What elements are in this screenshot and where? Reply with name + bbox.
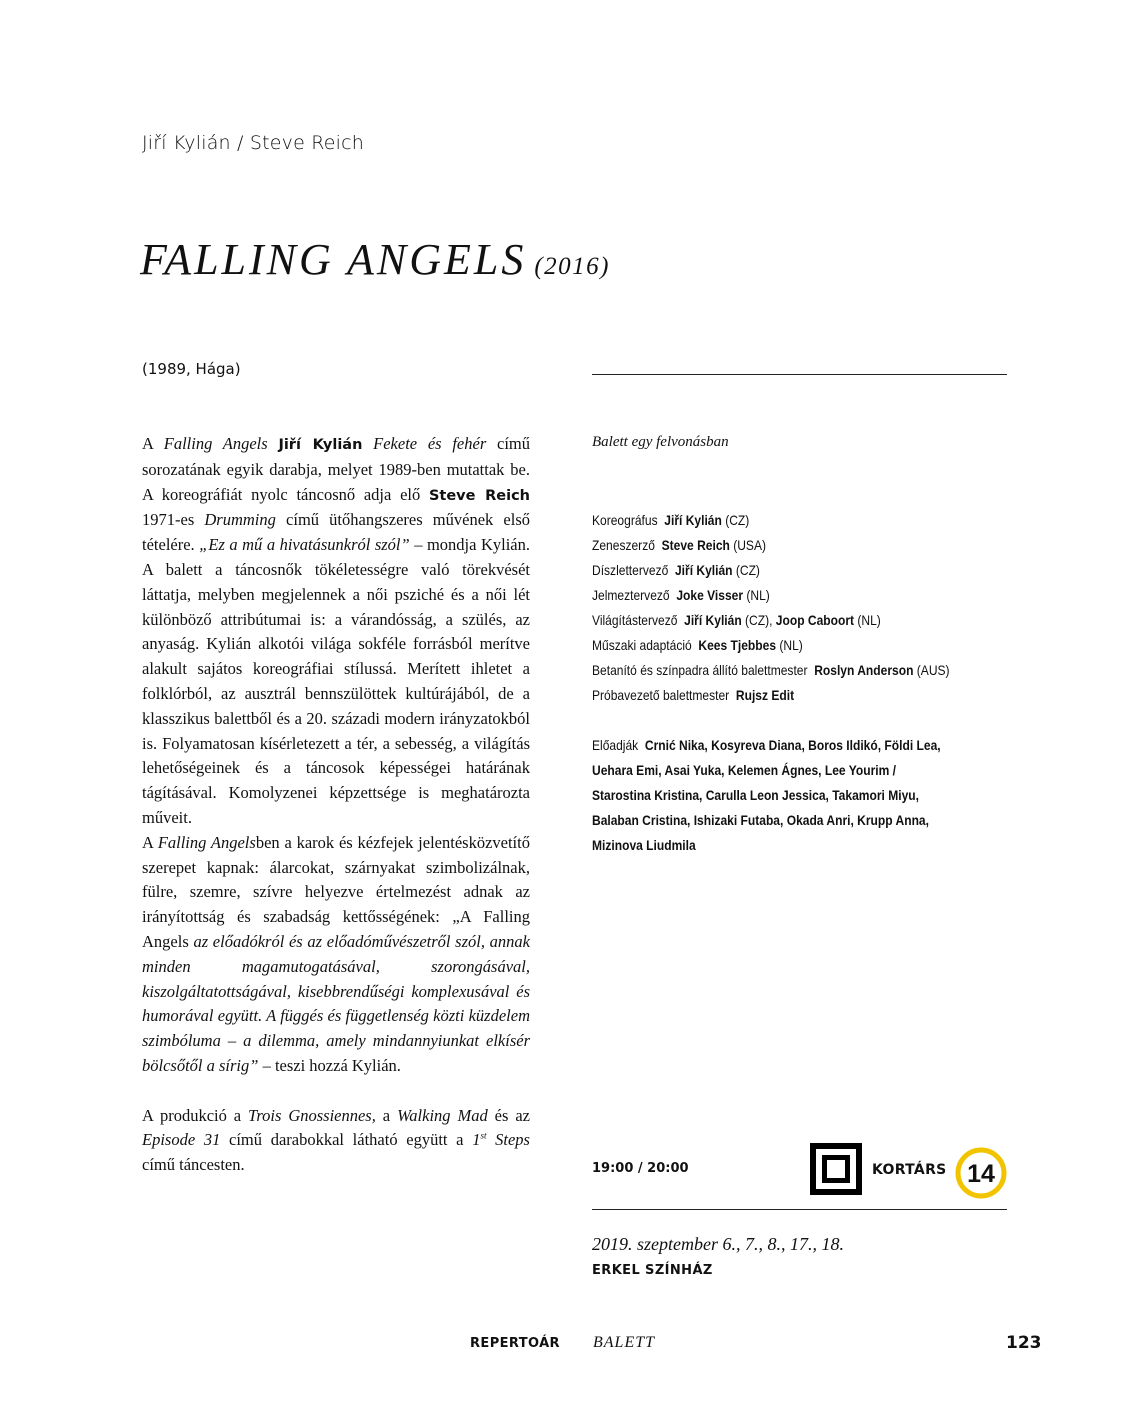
paragraph-2: A Falling Angelsben a karok és kézfejek jelentésközvetítő szerepet kapnak: álarcokat, szárnyakat szimbolizálnak, fülre, szemre, szívre helyezve értelmezést adnak az irányítottság és szabadság kettősségének: „A Falling Angels az előadókról és az előadóművészetről szól, annak minden magamutogatásával, szorongásával, kiszolgáltatottságával, kisebbrendűségi komplexusával és humorával együtt. A függés és függetlenség közti küzdelem szimbóluma – a dilemma, amely mindannyiunkat elkísér bölcsőtől a sírig” – teszi hozzá Kylián.	[142, 832, 530, 1075]
divider-bottom	[592, 1209, 1007, 1210]
show-time: 19:00 / 20:00	[592, 1161, 689, 1176]
page-title	[140, 234, 610, 293]
divider-top	[592, 374, 1007, 375]
footer-genre: BALETT	[593, 1334, 656, 1351]
venue: ERKEL SZÍNHÁZ	[592, 1263, 713, 1278]
cast-list	[592, 733, 962, 858]
cast-line: Uehara Emi, Asai Yuka, Kelemen Ágnes, Lee Yourim /	[592, 762, 897, 778]
credit-row: Jelmeztervező Joke Visser (NL)	[592, 587, 770, 603]
cast-line: Előadják Crnić Nika, Kosyreva Diana, Boros Ildikó, Földi Lea,	[592, 737, 941, 753]
age-rating-number: 14	[967, 1160, 995, 1188]
category-label: KORTÁRS	[872, 1162, 947, 1178]
credit-row: Zeneszerző Steve Reich (USA)	[592, 537, 766, 553]
credit-row: Betanító és színpadra állító balettmester Roslyn Anderson (AUS)	[592, 662, 950, 678]
cast-line: Mizinova Liudmila	[592, 837, 696, 853]
description-body	[142, 432, 530, 1178]
paragraph-3: A produkció a Trois Gnossiennes, a Walking Mad és az Episode 31 című darabokkal látható együtt a 1st Steps című táncesten.	[142, 1105, 530, 1175]
kortars-square-icon	[810, 1143, 862, 1195]
credits-list	[592, 508, 953, 708]
credit-row: Koreográfus Jiří Kylián (CZ)	[592, 512, 750, 528]
cast-label: Előadják	[592, 737, 639, 753]
performance-dates: 2019. szeptember 6., 7., 8., 17., 18.	[592, 1234, 844, 1254]
credit-row: Díszlettervező Jiří Kylián (CZ)	[592, 562, 760, 578]
page-number: 123	[1006, 1333, 1042, 1353]
credit-row: Próbavezető balettmester Rujsz Edit	[592, 687, 795, 703]
cast-line: Starostina Kristina, Carulla Leon Jessica, Takamori Miyu,	[592, 787, 919, 803]
credit-row: Világítástervező Jiří Kylián (CZ), Joop Caboort (NL)	[592, 612, 881, 628]
age-rating-badge	[955, 1147, 1007, 1199]
credit-row: Műszaki adaptáció Kees Tjebbes (NL)	[592, 637, 803, 653]
premiere-info: (1989, Hága)	[142, 360, 241, 378]
footer-section: REPERTOÁR	[470, 1336, 560, 1351]
cast-line: Balaban Cristina, Ishizaki Futaba, Okada Anri, Krupp Anna,	[592, 812, 929, 828]
subtitle: Balett egy felvonásban	[592, 434, 729, 450]
paragraph-1: A Falling Angels Jiří Kylián Fekete és fehér című sorozatának egyik darabja, melyet 1989-ben mutattak be. A koreográfiát nyolc táncosnő adja elő Steve Reich 1971-es Drumming című ütőhangszeres művének első tételére. „Ez a mű a hivatásunkról szól” – mondja Kylián. A balett a táncosnők tökéletességre való törekvését láttatja, melyben megjelennek a női psziché és a női lét különböző attribútumai is: a várandósság, a szülés, az anyaság. Kylián alkotói világa sokféle forrásból merítve alakult sajátos koreográfiai stílussá. Merített ihletet a folklórból, az ausztrál bennszülöttek kultúrájából, de a klasszikus balettből és a 20. századi modern irányzatokból is. Folyamatosan kísérletezett a tér, a sebesség, a világítás lehetőségeinek és a táncosok képességei határának tágításával. Komolyzenei képzettsége is meghatározta műveit.	[142, 434, 531, 827]
title-year: (2016)	[534, 253, 611, 280]
authors: Jiří Kylián / Steve Reich	[142, 132, 365, 154]
title-main: FALLING ANGELS	[140, 235, 527, 284]
